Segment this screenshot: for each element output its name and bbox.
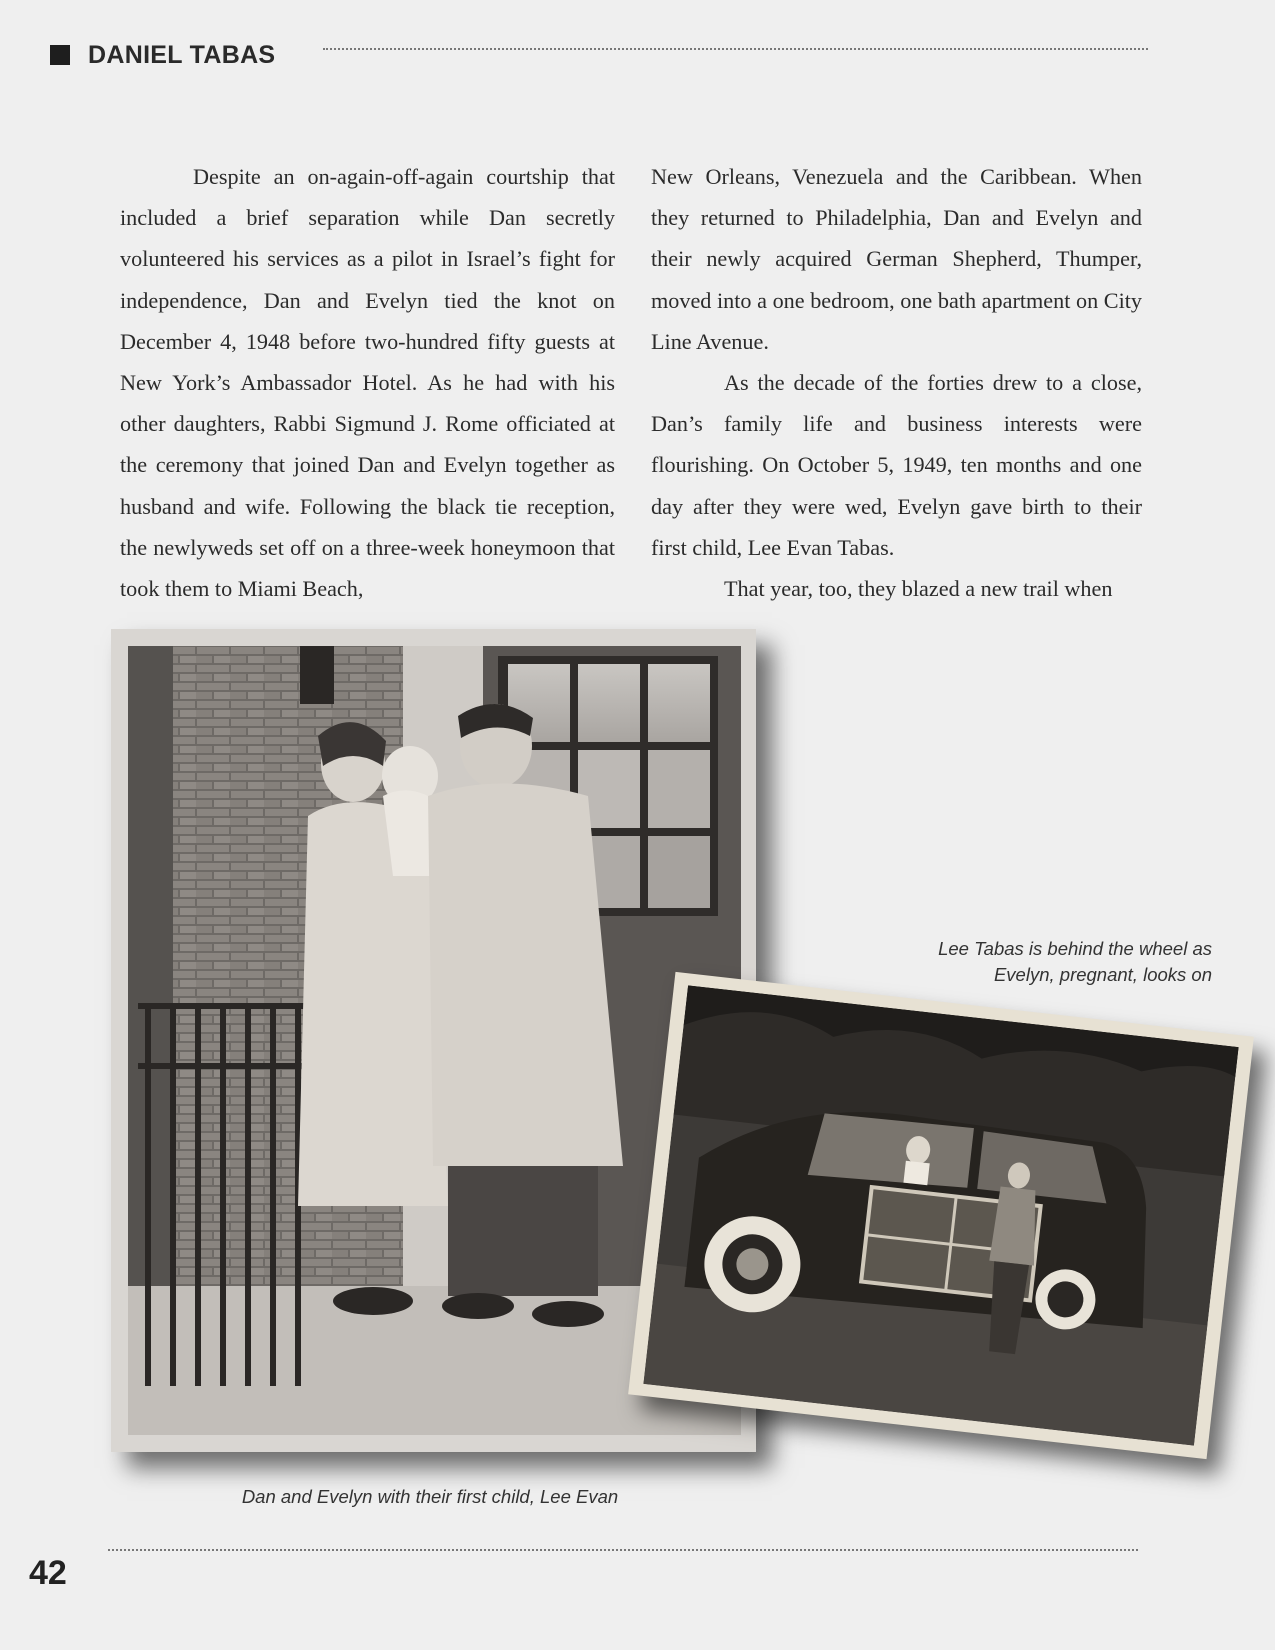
- car-photo-image: [643, 985, 1238, 1445]
- family-photo-caption: Dan and Evelyn with their first child, Lee Evan: [241, 1486, 619, 1507]
- paragraph: Despite an on-again-off-again courtship that included a brief separation while Dan secretly volunteered his services as a pilot in Israel’s fight for independence, Dan and Evelyn tied the knot on December 4, 1948 before two-hundred fifty guests at New York’s Ambassador Hotel. As he had with his other daughters, Rabbi Sigmund J. Rome officiated at the ceremony that joined Dan and Evelyn together as husband and wife. Following the black tie reception, the newlyweds set off on a three-week honeymoon that took them to Miami Beach,: [120, 164, 615, 602]
- text-column-right: [651, 156, 1142, 609]
- header-dotted-rule: [323, 48, 1148, 50]
- paragraph: As the decade of the forties drew to a close, Dan’s family life and business interests were flourishing. On October 5, 1949, ten months and one day after they were wed, Evelyn gave birth to their first child, Lee Evan Tabas.: [651, 370, 1142, 560]
- running-header: [50, 40, 1148, 70]
- text-column-left: [120, 156, 615, 609]
- paragraph: New Orleans, Venezuela and the Caribbean. When they returned to Philadelphia, Dan and Evelyn and their newly acquired German Shepherd, Thumper, moved into a one bedroom, one bath apartment on City Line Avenue.: [651, 164, 1142, 354]
- car-photo: [628, 972, 1254, 1459]
- header-title: DANIEL TABAS: [88, 40, 276, 69]
- header-square-icon: [50, 45, 70, 65]
- page-number: 42: [29, 1554, 67, 1592]
- footer-dotted-rule: [108, 1549, 1138, 1551]
- paragraph: That year, too, they blazed a new trail when: [724, 576, 1113, 602]
- car-photo-caption: [840, 936, 1212, 988]
- car-photo-caption-line: Evelyn, pregnant, looks on: [993, 964, 1212, 985]
- car-photo-caption-line: Lee Tabas is behind the wheel as: [938, 938, 1212, 959]
